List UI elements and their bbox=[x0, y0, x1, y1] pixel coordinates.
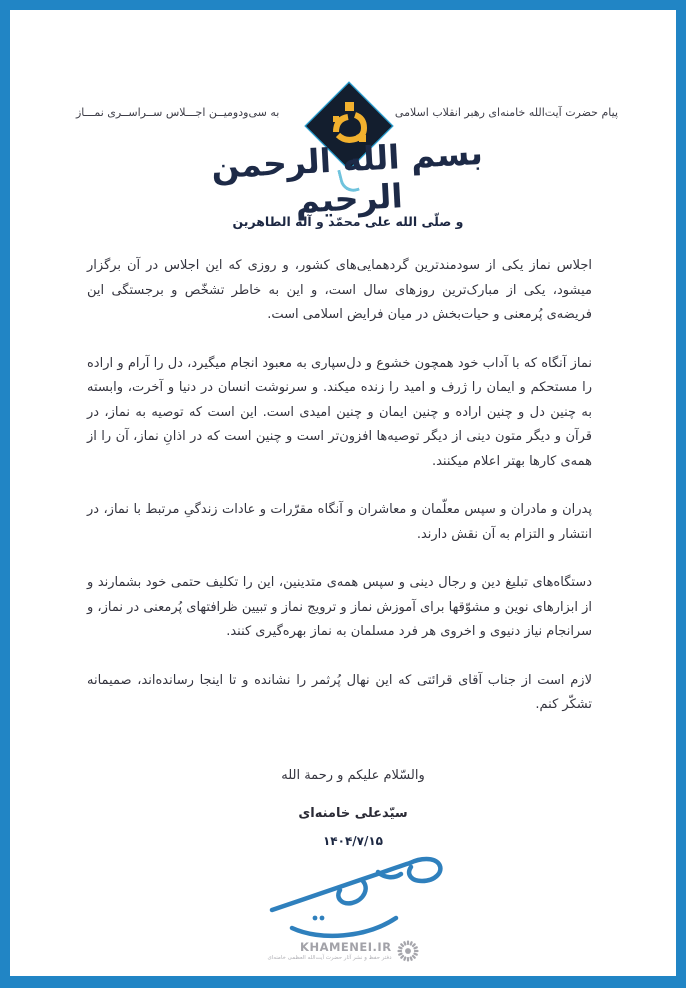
footer-texts bbox=[267, 941, 391, 961]
paragraph-4: دستگاه‌های تبلیغ دین و رجال دینی و سپس همه‌ی متدینین، این را تکلیف حتمی خود بشمارند و از ابزارهای نوین و مشوّقها برای آموزش نماز و ترویج نماز و تبیین ظرافتهای پُرمعنی در نماز، و سرانجام نیاز دنیوی و اخروی هر فرد مسلمان به نماز بهره‌گیری کنند. bbox=[87, 575, 592, 639]
handwritten-signature bbox=[258, 848, 458, 948]
paragraph-5: لازم است از جناب آقای قرائتی که این نهال پُرثمر را نشانده و تا اینجا رسانده‌اند، صمیمانه تشکّر کنم. bbox=[87, 672, 592, 712]
khamenei-ir-emblem-icon bbox=[397, 940, 419, 962]
bismillah-calligraphy: بسم الله الرحمن الرحیم bbox=[210, 132, 484, 221]
letter-body bbox=[87, 254, 592, 742]
footer-brand: KHAMENEI.IR bbox=[300, 940, 392, 954]
header-sender-line: پیام حضرت آیت‌الله خامنه‌ای رهبر انقلاب اسلامی bbox=[394, 106, 618, 119]
paragraph-3: پدران و مادران و سپس معلّمان و معاشران و آنگاه مقرّرات و عادات زندگیِ مرتبط با نماز، در انتشار و التزام به آن نقش دارند. bbox=[87, 502, 592, 542]
footer bbox=[10, 940, 676, 962]
signatory-name: سیّدعلی خامنه‌ای bbox=[298, 806, 408, 821]
paragraph-2: نماز آنگاه که با آداب خود همچون خشوع و دل‌سپاری به معبود انجام میگیرد، دل را آرام و اراده را مستحکم و ایمان را ژرف و امید را زنده میکند. و سرنوشت انسان در دنیا و آخرت، وابسته به چنین دل و چنین اراده و چنین ایمان و چنین امیدی است. این است که توصیه به نماز، در قرآن و دیگر متون دینی از دیگر توصیه‌ها افزون‌تر است و چنین است که در اذانِ نماز، آن را از همه‌ی کارها بهتر اعلام میکنند. bbox=[87, 355, 592, 469]
signature-icon bbox=[258, 848, 458, 948]
closing-salam: والسّلام علیکم و رحمة الله bbox=[281, 768, 425, 783]
header-conference-line: به سی‌ودومیــن اجـــلاس ســراســری نمـــاز bbox=[76, 106, 280, 119]
footer-tagline: دفتر حفظ و نشر آثار حضرت آیت‌الله العظمی خامنه‌ای bbox=[267, 955, 392, 961]
letter-page bbox=[10, 10, 676, 976]
paragraph-1: اجلاس نماز یکی از سودمندترین گردهمایی‌های کشور، و روزی که این اجلاس در آن برگزار میشود، یکی از مبارک‌ترین روزهای سال است، و این به خاطر تشخّص و برجستگی این فریضه‌ی پُرمعنی و حیات‌بخش در میان فرایض اسلامی است. bbox=[87, 258, 592, 322]
letter-date: ۱۴۰۴/۷/۱۵ bbox=[322, 834, 384, 848]
salawat-line: و صلّی الله علی محمّد و آله الطاهرین bbox=[232, 214, 464, 229]
